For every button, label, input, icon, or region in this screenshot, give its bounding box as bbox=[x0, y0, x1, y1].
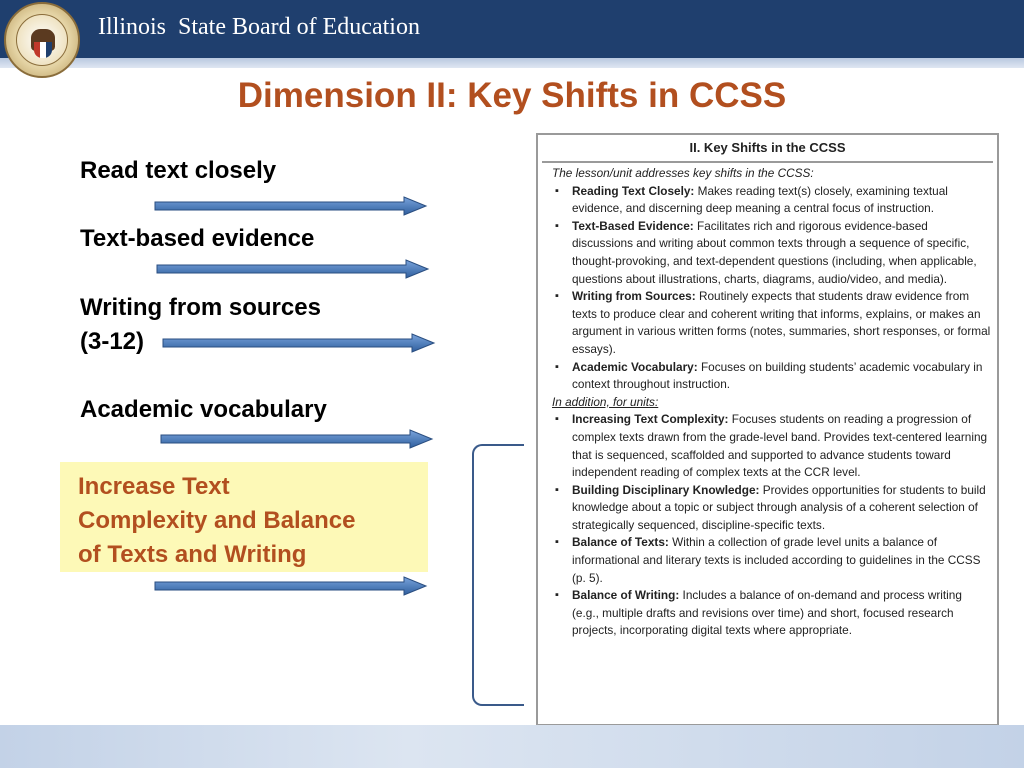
bracket-icon bbox=[472, 444, 524, 706]
footer-band bbox=[0, 725, 1024, 768]
header-stripe bbox=[0, 58, 1024, 68]
list-item bbox=[572, 587, 991, 640]
arrow-icon bbox=[160, 429, 434, 449]
item-label: Text-Based Evidence: bbox=[572, 218, 694, 233]
units-heading: In addition, for units: bbox=[552, 394, 659, 409]
item-text: Focuses on building students’ academic vocabulary in context throughout instruction. bbox=[572, 359, 983, 392]
item-text: Facilitates rich and rigorous evidence-based discussions and writing about common texts through a sequence of specific, thought-provoking, and text-dependent questions (including, when applicable, questions about illustrations, charts, diagrams, audio/video, and media). bbox=[572, 218, 977, 286]
rubric-intro: The lesson/unit addresses key shifts in the CCSS: bbox=[552, 166, 814, 180]
item-text-based-evidence: Text-based evidence bbox=[80, 225, 315, 252]
highlight-line: Complexity and Balance bbox=[78, 507, 356, 534]
highlight-line: Increase Text bbox=[78, 473, 230, 500]
item-text: Provides opportunities for students to build knowledge about a topic or subject through analysis of a coherent selection of strategically sequenced, discipline-specific texts. bbox=[572, 482, 986, 532]
item-text: Focuses students on reading a progression of complex texts drawn from the grade-level band. Provides text-centered learning that is sequenced, scaffolded and supported to advance students toward independent reading of complex texts at the CCR level. bbox=[572, 412, 988, 480]
list-item bbox=[572, 359, 991, 394]
org-name: Illinois State Board of Education bbox=[98, 14, 420, 40]
state-seal-icon bbox=[4, 2, 80, 78]
list-item bbox=[572, 218, 991, 288]
seal-inner bbox=[16, 14, 68, 66]
item-writing-from-sources: Writing from sources bbox=[80, 294, 321, 321]
list-item bbox=[572, 183, 991, 218]
item-text: Routinely expects that students draw evidence from texts to produce clear and coherent writing that informs, explains, or makes an argument in various written forms (notes, summaries, short responses, or formal essays). bbox=[572, 289, 991, 356]
key-shifts-list bbox=[552, 183, 991, 394]
list-item bbox=[572, 482, 991, 535]
item-text: Makes reading text(s) closely, examining textual evidence, and discerning deep meaning a central focus of instruction. bbox=[572, 183, 948, 216]
arrow-icon bbox=[154, 196, 428, 216]
item-label: Balance of Texts: bbox=[572, 535, 669, 550]
rubric-heading: II. Key Shifts in the CCSS bbox=[542, 135, 993, 163]
item-grade-range: (3-12) bbox=[80, 328, 145, 355]
unit-shifts-list bbox=[552, 411, 991, 640]
list-item bbox=[572, 534, 991, 587]
item-label: Reading Text Closely: bbox=[572, 183, 695, 198]
item-label: Increasing Text Complexity: bbox=[572, 412, 729, 427]
item-label: Building Disciplinary Knowledge: bbox=[572, 482, 760, 497]
item-academic-vocabulary: Academic vocabulary bbox=[80, 396, 327, 423]
item-label: Academic Vocabulary: bbox=[572, 359, 698, 374]
highlight-text bbox=[78, 470, 418, 572]
slide-title: Dimension II: Key Shifts in CCSS bbox=[237, 76, 787, 115]
list-item bbox=[572, 411, 991, 481]
item-label: Writing from Sources: bbox=[572, 289, 696, 304]
item-text: Includes a balance of on-demand and process writing (e.g., multiple drafts and revisions over time) and short, focused research projects, incorporating digital texts where appropriate. bbox=[572, 588, 962, 638]
rubric-body bbox=[538, 163, 997, 640]
arrow-icon bbox=[156, 259, 430, 279]
arrow-icon bbox=[162, 333, 436, 353]
item-text: Within a collection of grade level units a balance of informational and literary texts is included according to guidelines in the CCSS (p. 5). bbox=[572, 535, 981, 585]
shield-icon bbox=[34, 42, 52, 58]
list-item bbox=[572, 288, 991, 358]
item-read-text-closely: Read text closely bbox=[80, 157, 277, 184]
highlight-line: of Texts and Writing bbox=[78, 541, 307, 568]
rubric-excerpt bbox=[536, 133, 999, 726]
arrow-icon bbox=[154, 576, 428, 596]
item-label: Balance of Writing: bbox=[572, 588, 680, 603]
header-bar bbox=[0, 0, 1024, 58]
